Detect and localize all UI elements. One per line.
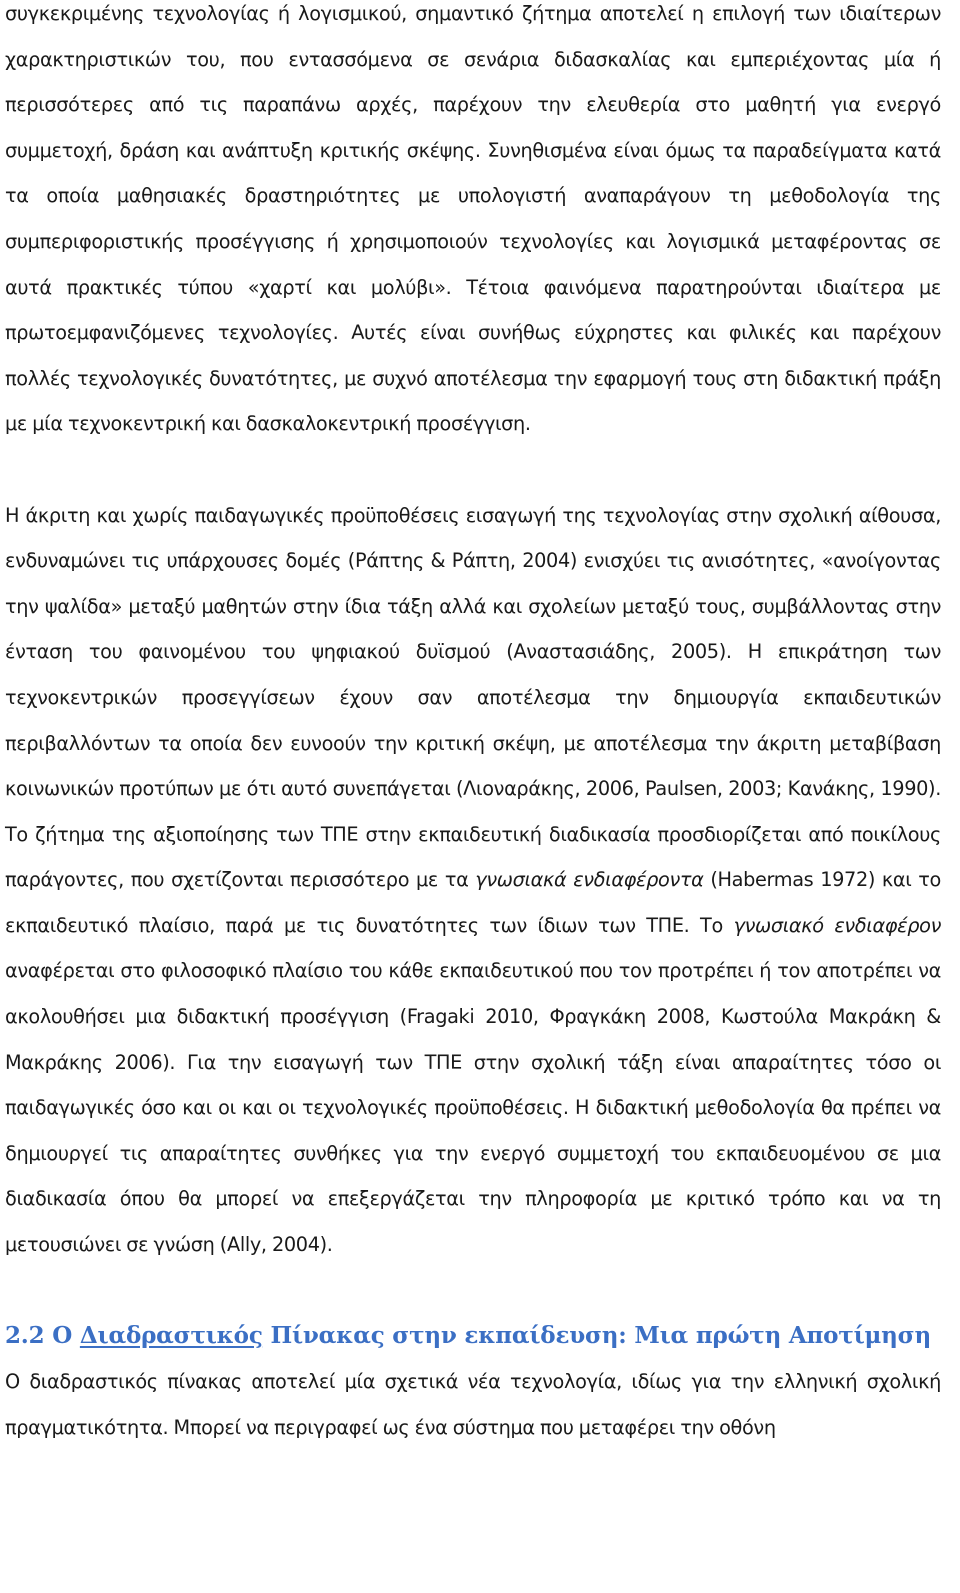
paragraph-technology-selection: συγκεκριμένης τεχνολογίας ή λογισμικού, σημαντικό ζήτημα αποτελεί η επιλογή των ιδιαίτερων χαρακτηριστικών του, που εντασσόμενα σε σενάρια διδασκαλίας και εμπεριέχοντας μία ή περισσότερες από τις παραπάνω αρχές, παρέχουν την ελευθερία στο μαθητή για ενεργό συμμετοχή, δράση και ανάπτυξη κριτικής σκέψης. Συνηθισμένα είναι όμως τα παραδείγματα κατά τα οποία μαθησιακές δραστηριότητες με υπολογιστή αναπαράγουν τη μεθοδολογία της συμπεριφοριστικής προσέγγισης ή χρησιμοποιούν τεχνολογίες και λογισμικά μεταφέροντας σε αυτά πρακτικές τύπου «χαρτί και μολύβι». Τέτοια φαινόμενα παρατηρούνται ιδιαίτερα με πρωτοεμφανιζόμενες τεχνολογίες. Αυτές είναι συνήθως εύχρηστες και φιλικές και παρέχουν πολλές τεχνολογικές δυνατότητες, με συχνό αποτέλεσμα την εφαρμογή τους στη διδακτική πράξη με μία τεχνοκεντρική και δασκαλοκεντρική προσέγγιση. (5, 2, 941, 436)
paragraph-interactive-whiteboard: Ο διαδραστικός πίνακας αποτελεί μία σχετικά νέα τεχνολογία, ιδίως για την ελληνική σχολική πραγματικότητα. Μπορεί να περιγραφεί ως ένα σύστημα που μεταφέρει την οθόνη (5, 1370, 941, 1439)
heading-number: 2.2 Ο (5, 1322, 80, 1350)
emphasis-cognitive-interest: γνωσιακό ενδιαφέρον (733, 913, 942, 937)
heading-rest: Πίνακας στην εκπαίδευση: Μια πρώτη Αποτίμηση (262, 1322, 931, 1350)
paragraph-text: (Habermas 1972) και το εκπαιδευτικό πλαίσιο, παρά με τις δυνατότητες των ίδιων των ΤΠΕ. Το (5, 868, 942, 937)
heading-underlined-word: Διαδραστικός (79, 1322, 263, 1350)
emphasis-cognitive-interests: γνωσιακά ενδιαφέροντα (475, 868, 704, 892)
paragraph-text: Η άκριτη και χωρίς παιδαγωγικές προϋποθέσεις εισαγωγή της τεχνολογίας στην σχολική αίθουσα, ενδυναμώνει τις υπάρχουσες δομές (Ράπτης & Ράπτη, 2004) ενισχύει τις ανισότητες, «ανοίγοντας την ψαλίδα» μεταξύ μαθητών στην ίδια τάξη αλλά και σχολείων μεταξύ τους, συμβάλλοντας στην ένταση του φαινομένου του ψηφιακού δυϊσμού (Αναστασιάδης, 2005). Η επικράτηση των τεχνοκεντρικών προσεγγίσεων έχουν σαν αποτέλεσμα την δημιουργία εκπαιδευτικών περιβαλλόντων τα οποία δεν ευνοούν την κριτική σκέψη, με αποτέλεσμα την άκριτη μεταβίβαση κοινωνικών προτύπων με ότι αυτό συνεπάγεται (Λιοναράκης, 2006, Paulsen, 2003; Κανάκης, 1990). Το ζήτημα της αξιοποίησης των ΤΠΕ στην εκπαιδευτική διαδικασία προσδιορίζεται από ποικίλους παράγοντες, που σχετίζονται περισσότερο με τα (5, 503, 941, 892)
section-heading (5, 1313, 941, 1359)
document-page (5, 0, 941, 1450)
paragraph-uncritical-introduction (5, 493, 941, 1268)
paragraph-text: αναφέρεται στο φιλοσοφικό πλαίσιο του κάθε εκπαιδευτικού που τον προτρέπει ή τον αποτρέπει να ακολουθήσει μια διδακτική προσέγγιση (Fragaki 2010, Φραγκάκη 2008, Κωστούλα Μακράκη & Μακράκης 2006). Για την εισαγωγή των ΤΠΕ στην σχολική τάξη είναι απαραίτητες τόσο οι παιδαγωγικές όσο και οι και οι τεχνολογικές προϋποθέσεις. Η διδακτική μεθοδολογία θα πρέπει να δημιουργεί τις απαραίτητες συνθήκες για την ενεργό συμμετοχή του εκπαιδευομένου σε μια διαδικασία όπου θα μπορεί να επεξεργάζεται την πληροφορία με κριτικό τρόπο και να τη μετουσιώνει σε γνώση (Ally, 2004). (5, 959, 941, 1257)
